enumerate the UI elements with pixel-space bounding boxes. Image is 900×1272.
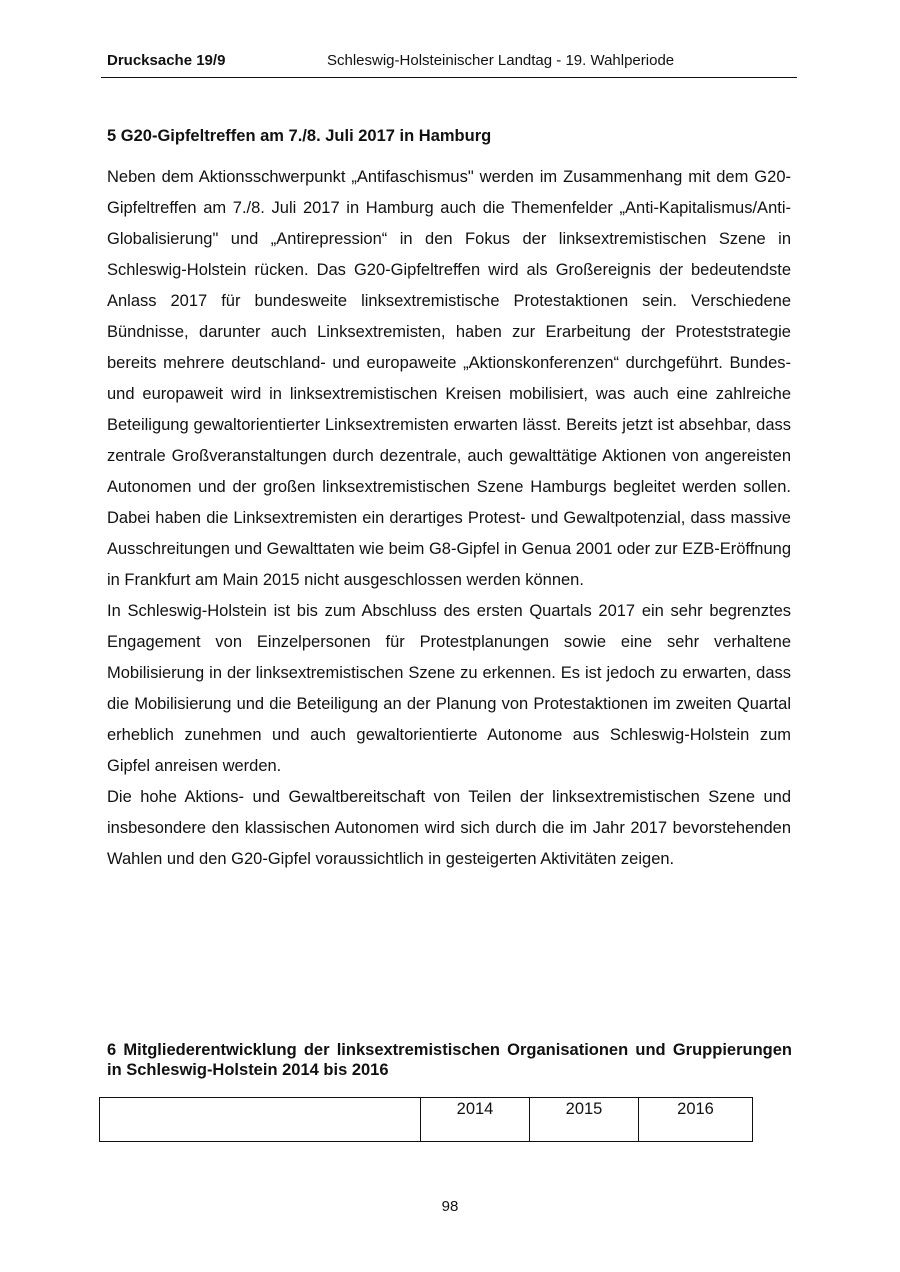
- page-number: 98: [441, 1198, 459, 1215]
- section-heading-g20: 5 G20-Gipfeltreffen am 7./8. Juli 2017 in Hamburg: [107, 127, 492, 145]
- membership-table: [99, 1097, 753, 1142]
- paragraph: Neben dem Aktionsschwerpunkt „Antifaschismus" werden im Zusammenhang mit dem G20-Gipfeltreffen am 7./8. Juli 2017 in Hamburg auch die Themenfelder „Anti-Kapitalismus/Anti-Globalisierung" und „Antirepression“ in den Fokus der linksextremistischen Szene in Schleswig-Holstein rücken. Das G20-Gipfeltreffen wird als Großereignis der bedeutendste Anlass 2017 für bundesweite linksextremistische Protestaktionen sein. Verschiedene Bündnisse, darunter auch Linksextremisten, haben zur Erarbeitung der Proteststrategie bereits mehrere deutschland- und europaweite „Aktionskonferenzen“ durchgeführt. Bundes- und europaweit wird in linksextremistischen Kreisen mobilisiert, was auch eine zahlreiche Beteiligung gewaltorientierter Linksextremisten erwarten lässt. Bereits jetzt ist absehbar, dass zentrale Großveranstaltungen durch dezentrale, auch gewalttätige Aktionen von angereisten Autonomen und der großen linksextremistischen Szene Hamburgs begleitet werden sollen. Dabei haben die Linksextremisten ein derartiges Protest- und Gewaltpotenzial, dass massive Ausschreitungen und Gewalttaten wie beim G8-Gipfel in Genua 2001 oder zur EZB-Eröffnung in Frankfurt am Main 2015 nicht ausgeschlossen werden können.: [107, 168, 791, 589]
- paragraph: Die hohe Aktions- und Gewaltbereitschaft von Teilen der linksextremistischen Szene und insbesondere den klassischen Autonomen wird sich durch die im Jahr 2017 bevorstehenden Wahlen und den G20-Gipfel voraussichtlich in gesteigerten Aktivitäten zeigen.: [107, 788, 791, 868]
- table-header-cell: 2016: [639, 1098, 753, 1142]
- paragraph: In Schleswig-Holstein ist bis zum Abschluss des ersten Quartals 2017 ein sehr begrenztes Engagement von Einzelpersonen für Protestplanungen sowie eine sehr verhaltene Mobilisierung in der linksextremistischen Szene zu erkennen. Es ist jedoch zu erwarten, dass die Mobilisierung und die Beteiligung an der Planung von Protestaktionen im zweiten Quartal erheblich zunehmen und auch gewaltorientierte Autonome aus Schleswig-Holstein zum Gipfel anreisen werden.: [107, 602, 791, 775]
- parliament-title: Schleswig-Holsteinischer Landtag - 19. Wahlperiode: [327, 52, 675, 69]
- page-header: [101, 52, 797, 78]
- table-header-cell: 2015: [530, 1098, 639, 1142]
- section-heading-membership: 6 Mitgliederentwicklung der linksextremistischen Organisationen und Gruppierungen in Schleswig-Holstein 2014 bis 2016: [107, 1041, 792, 1079]
- membership-table-wrapper: [99, 1097, 753, 1142]
- table-header-cell: [100, 1098, 421, 1142]
- table-header-row: [100, 1098, 753, 1142]
- table-header-cell: 2014: [421, 1098, 530, 1142]
- document-number: Drucksache 19/9: [107, 52, 226, 69]
- section-body-g20: [107, 162, 791, 875]
